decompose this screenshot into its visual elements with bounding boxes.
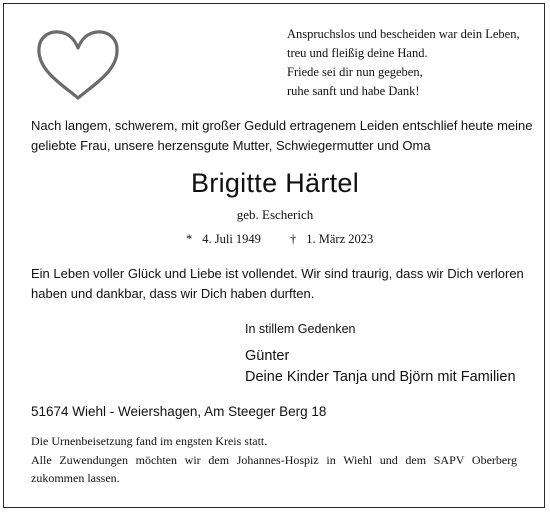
birth-date: 4. Juli 1949 [202,232,261,246]
maiden-name: geb. Escherich [236,207,314,222]
donation-note [31,451,517,487]
family-member: Günter [245,348,290,364]
death-date: 1. März 2023 [306,232,374,246]
death-cross-icon: † [290,232,297,246]
memorial-text [31,264,526,304]
death-date-line [290,230,373,248]
intro-line: Nach langem, schwerem, mit großer Geduld ertragenem Leiden entschlief heute meine [31,118,533,133]
intro-line: geliebte Frau, unsere herzensgute Mutter, Schwiegermutter und Oma [31,138,431,153]
family-signatures [245,346,516,388]
deceased-name: Brigitte Härtel [190,168,360,198]
birth-star-icon: * [186,232,193,246]
donation-line: zukommen lassen. [31,471,120,485]
burial-note: Die Urnenbeisetzung fand im engsten Kreis statt. [31,434,268,448]
poem-line: ruhe sanft und habe Dank! [287,84,420,98]
mourning-phrase: In stillem Gedenken [245,322,356,336]
poem-line: Friede sei dir nun gegeben, [287,65,423,79]
poem-line: treu und fleißig deine Hand. [287,46,428,60]
heart-outline-icon [34,28,122,104]
memorial-line: haben und dankbar, dass wir Dich haben durften. [31,286,315,301]
family-member: Deine Kinder Tanja und Björn mit Familien [245,369,516,385]
donation-line: Alle Zuwendungen möchten wir dem Johannes-Hospiz in Wiehl und dem SAPV Oberberg [31,453,517,467]
poem-line: Anspruchslos und bescheiden war dein Leben, [287,27,520,41]
memorial-line: Ein Leben voller Glück und Liebe ist vollendet. Wir sind traurig, dass wir Dich verloren [31,266,524,281]
poem-verse [287,25,537,101]
address-line: 51674 Wiehl - Weiershagen, Am Steeger Berg 18 [31,404,327,419]
intro-text [31,116,533,156]
birth-date-line [186,230,261,248]
